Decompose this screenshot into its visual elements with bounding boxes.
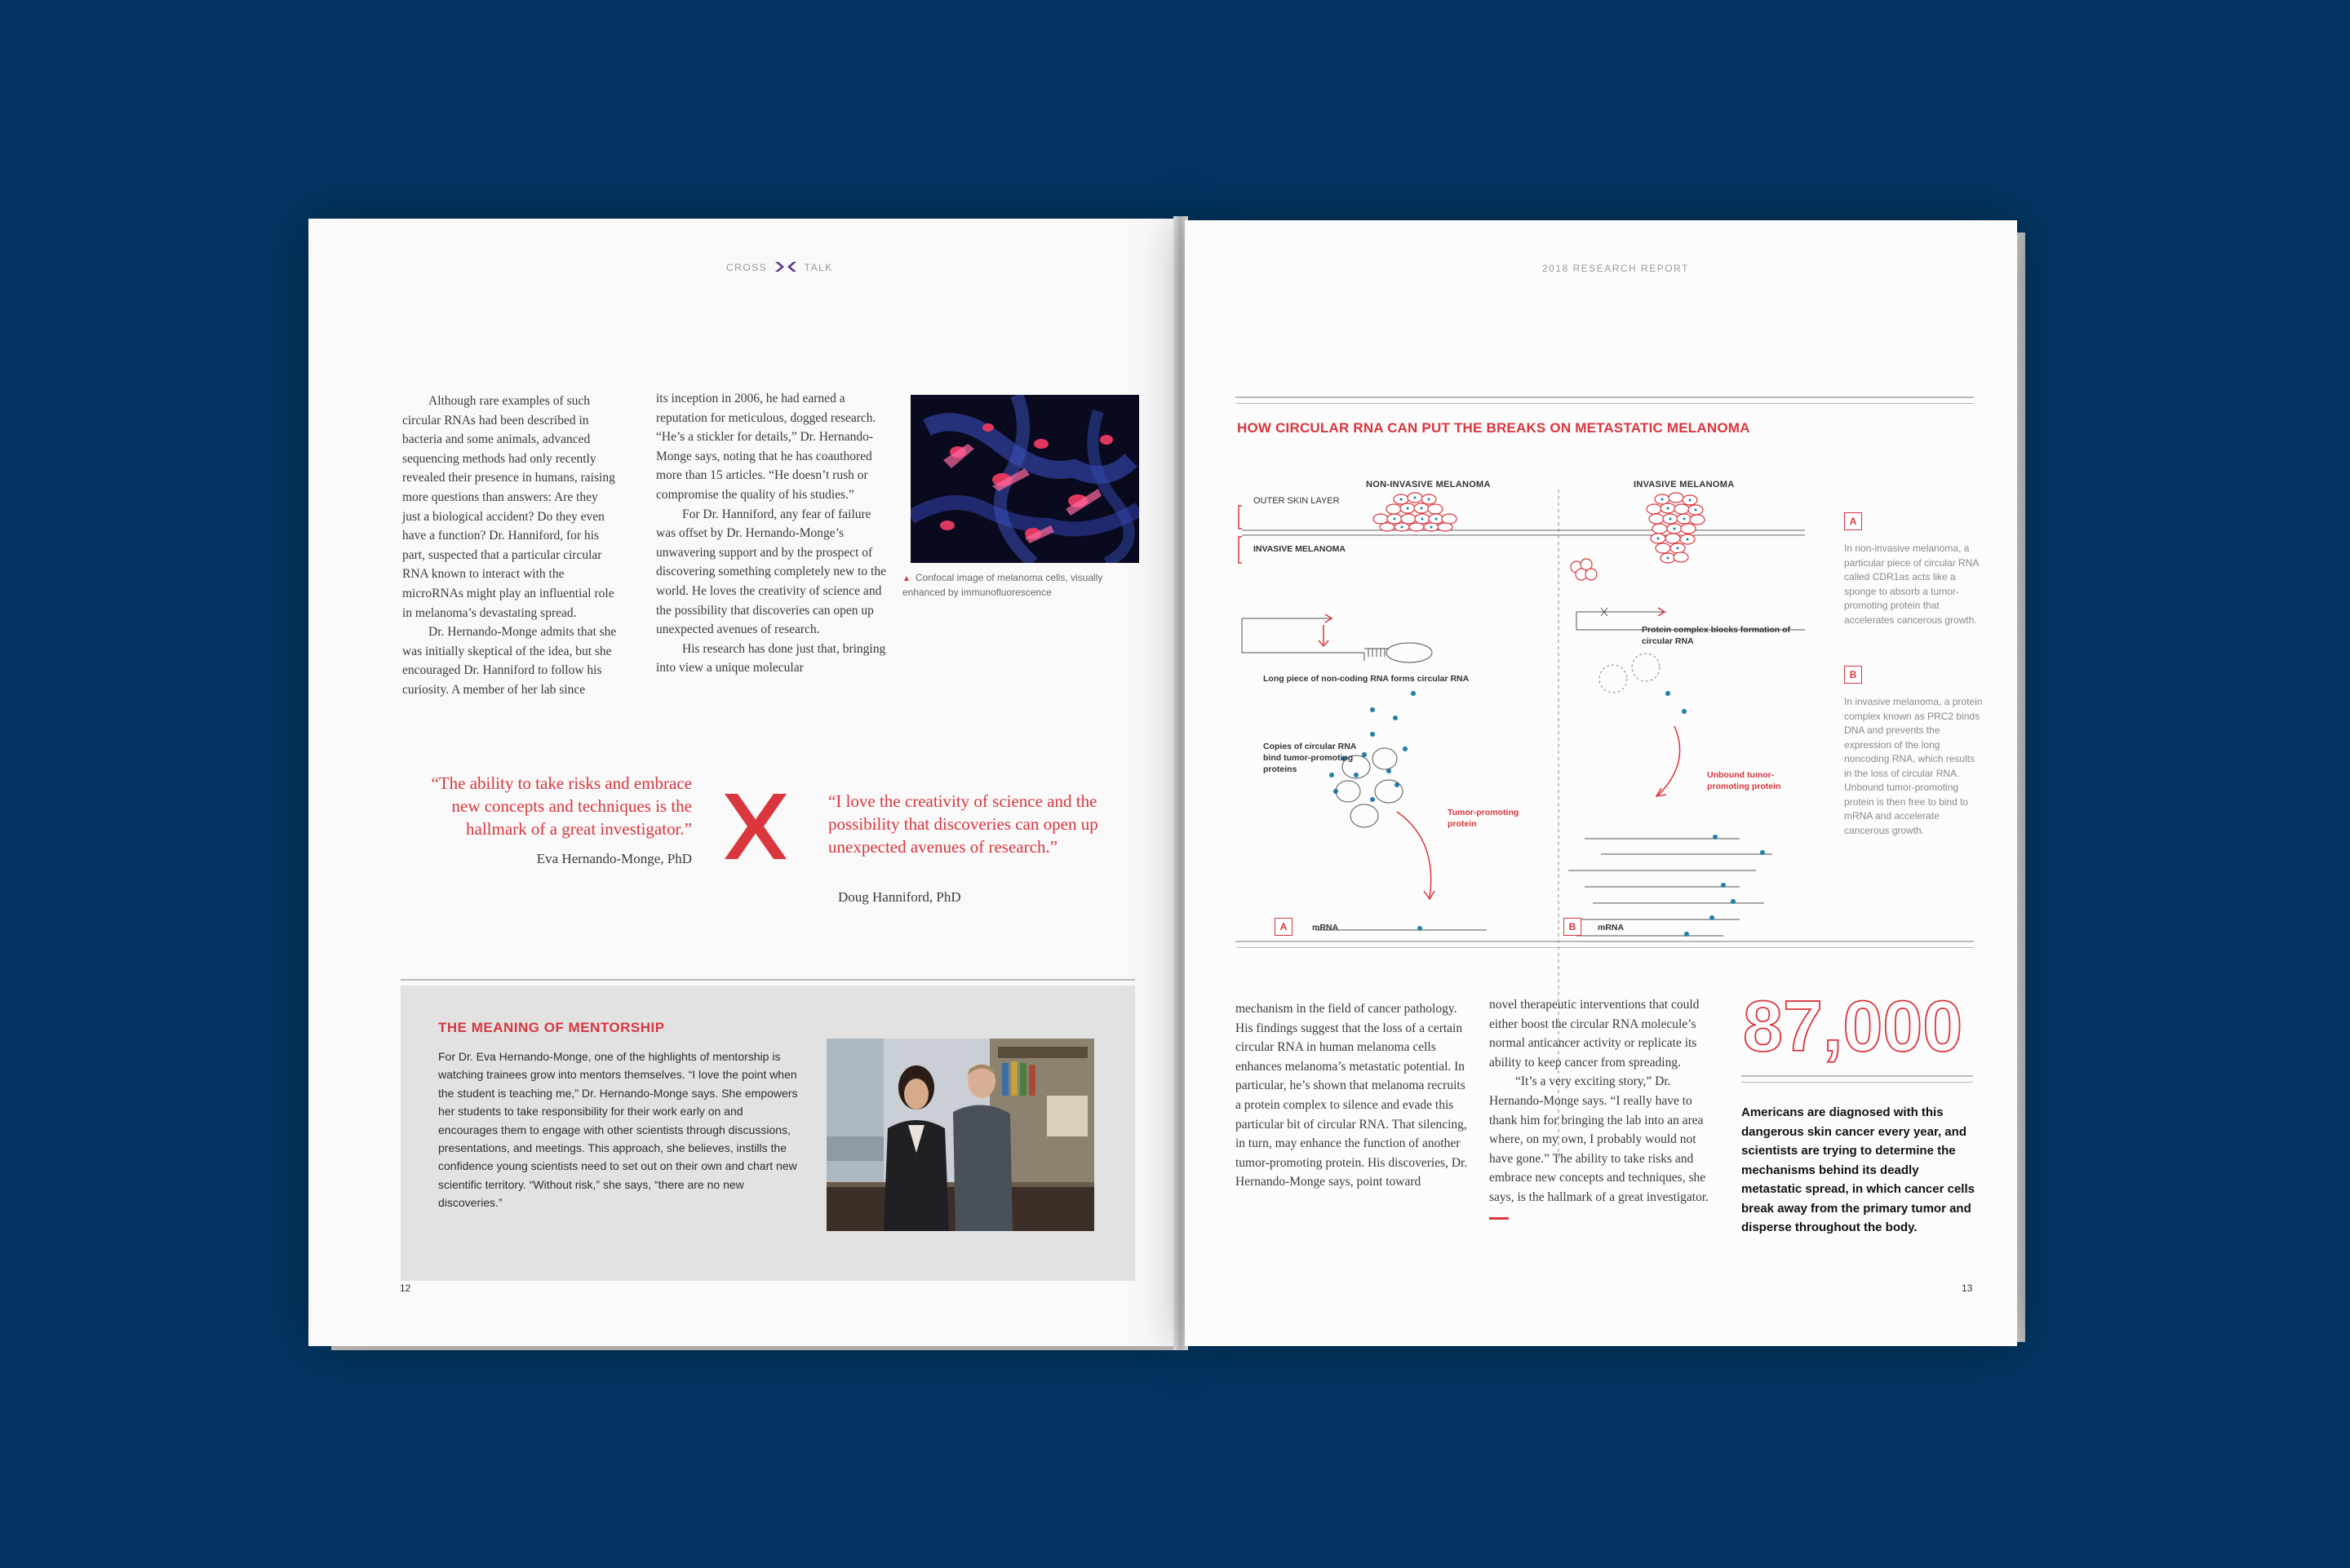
pull-quote-left-attribution: Eva Hernando-Monge, PhD bbox=[536, 851, 692, 866]
protein-complex-label: Protein complex blocks formation of circular RNA bbox=[1642, 625, 1791, 646]
invasive-layer-label: INVASIVE MELANOMA bbox=[1253, 544, 1346, 554]
stat-rule bbox=[1741, 1075, 1973, 1083]
running-head-right: 2018 RESEARCH REPORT bbox=[1542, 263, 1689, 274]
crosstalk-chevron-icon bbox=[774, 261, 798, 272]
paragraph: Although rare examples of such circular RNAs had been described in bacteria and some animals, advanced sequencing methods had only recently revealed their presence in humans, raising more questions than answers: Are they just a biological accident? Do they even have a function? Dr. Hanniford, for his part, suspected that a particular circular RNA known to interact with the microRNAs might play an influential role in melanoma’s devastating spread. bbox=[402, 394, 615, 620]
running-head-cross: CROSS bbox=[726, 262, 768, 273]
body-column-4 bbox=[1489, 995, 1722, 1207]
caption-text: Confocal image of melanoma cells, visually enhanced by immunofluorescence bbox=[902, 572, 1103, 598]
crosstalk-chevron-icon-large bbox=[723, 794, 788, 859]
body-column-3 bbox=[1235, 999, 1468, 1192]
paragraph: its inception in 2006, he had earned a reputation for meticulous, dogged research. “He’s a stickler for details,” Dr. Hernando-Monge says, noting that he has coauthored more than 15 articles. “He doesn’t rush or compromise the quality of his studies.” bbox=[656, 392, 876, 502]
paragraph: mechanism in the field of cancer pathology. His findings suggest that the loss of a certain circular RNA in human melanoma cells enhances melanoma’s metastatic potential. In particular, he’s shown that melanoma recruits a protein complex to silence and evade this particular bit of circular RNA. That silencing, in turn, may enhance the function of another tumor-promoting protein. His discoveries, Dr. Hernando-Monge says, point toward bbox=[1235, 1002, 1468, 1189]
diagram-marker-a: A bbox=[1275, 918, 1292, 936]
stat-text: Americans are diagnosed with this dangerous skin cancer every year, and scientists are trying to determine the mechanisms behind its deadly metastatic spread, in which cancer cells break away from the primary tumor and disperse throughout the body. bbox=[1741, 1105, 1975, 1234]
paragraph: “It’s a very exciting story,” Dr. Hernando-Monge says. “I really have to thank him for bringing the lab into an area where, on my own, I probably would not have gone.” The ability to take risks and embrace new concepts and techniques, she says, is the hallmark of a great investigator. bbox=[1489, 1074, 1709, 1204]
diagram-bottom-rule bbox=[1235, 941, 1974, 948]
diagram-marker-b: B bbox=[1563, 918, 1581, 936]
note-a: In non-invasive melanoma, a particular piece of circular RNA called CDR1as acts like a sponge to absorb a tumor-promoting protein that accelerates cancerous growth. bbox=[1844, 543, 1979, 626]
running-head-left bbox=[726, 261, 833, 273]
copies-label: Copies of circular RNA bind tumor-promoting proteins bbox=[1263, 742, 1356, 774]
page-number-right: 13 bbox=[1962, 1282, 1973, 1294]
body-column-1 bbox=[402, 392, 619, 700]
running-head-talk: TALK bbox=[804, 262, 833, 273]
pull-quote-right: “I love the creativity of science and the possibility that discoveries can open up unexpected avenues of research.” bbox=[828, 791, 1098, 857]
stat-number-graphic bbox=[1741, 986, 1978, 1067]
outer-skin-label: OUTER SKIN LAYER bbox=[1253, 496, 1340, 506]
pull-quote-left: “The ability to take risks and embrace new concepts and techniques is the hallmark of a great investigator.” bbox=[431, 773, 692, 839]
paragraph: Dr. Hernando-Monge admits that she was initially skeptical of the idea, but she encouraged Dr. Hanniford to follow his curiosity. A member of her lab since bbox=[402, 625, 617, 697]
tumor-promoting-label: Tumor-promoting protein bbox=[1448, 808, 1519, 829]
unbound-label: Unbound tumor-promoting protein bbox=[1707, 770, 1781, 791]
paragraph: novel therapeutic interventions that could either boost the circular RNA molecule’s normal anticancer activity or replicate its ability to keep cancer from spreading. bbox=[1489, 998, 1700, 1070]
diagram-title: HOW CIRCULAR RNA CAN PUT THE BREAKS ON METASTATIC MELANOMA bbox=[1237, 420, 1750, 436]
mrna-label-a: mRNA bbox=[1312, 923, 1339, 932]
invasive-title: INVASIVE MELANOMA bbox=[1634, 480, 1735, 489]
non-invasive-title: NON-INVASIVE MELANOMA bbox=[1366, 480, 1491, 489]
pull-quote-right-attribution: Doug Hanniford, PhD bbox=[838, 889, 961, 905]
paragraph: His research has done just that, bringing into view a unique molecular bbox=[656, 641, 886, 675]
end-mark bbox=[1489, 1217, 1509, 1220]
diagram-top-rule bbox=[1235, 396, 1974, 404]
paragraph: For Dr. Hanniford, any fear of failure was offset by Dr. Hernando-Monge’s unwavering support and by the prospect of discovering something completely new to the world. He loves the creativity of science and the possibility that discoveries can open up unexpected avenues of research. bbox=[656, 507, 886, 637]
mentorship-body: For Dr. Eva Hernando-Monge, one of the highlights of mentorship is watching trainees grow into mentors themselves. “I love the point when the student is teaching me,” Dr. Hernando-Monge says. She empowers her students to take responsibility for their work early on and encourages them to engage with other scientists through discussions, presentations, and meetings. This approach, she believes, instills the confidence young scientists need to set out on their own and chart new scientific territory. “Without risk,” she says, “there are no new discoveries.” bbox=[438, 1050, 798, 1210]
confocal-melanoma-image bbox=[911, 395, 1139, 563]
image-caption bbox=[902, 571, 1147, 600]
note-marker-a: A bbox=[1844, 512, 1862, 530]
right-page bbox=[1185, 220, 2017, 1346]
page-number-left: 12 bbox=[400, 1282, 411, 1294]
caret-up-icon: ▲ bbox=[902, 574, 911, 583]
stat-number: 87,000 bbox=[1743, 986, 1963, 1066]
mentorship-sidebar bbox=[401, 986, 1135, 1281]
body-column-2 bbox=[656, 389, 889, 678]
long-piece-label: Long piece of non-coding RNA forms circular RNA bbox=[1263, 674, 1470, 684]
mentorship-photo bbox=[827, 1039, 1094, 1231]
mrna-label-b: mRNA bbox=[1598, 923, 1625, 932]
note-b: In invasive melanoma, a protein complex known as PRC2 binds DNA and prevents the expression of the long noncoding RNA, which results in the loss of circular RNA. Unbound tumor-promoting protein is then free to bind to mRNA and accelerate cancerous growth. bbox=[1844, 696, 1983, 836]
left-page bbox=[308, 219, 1182, 1346]
mentorship-title: THE MEANING OF MENTORSHIP bbox=[438, 1020, 665, 1035]
note-marker-b: B bbox=[1844, 666, 1862, 684]
